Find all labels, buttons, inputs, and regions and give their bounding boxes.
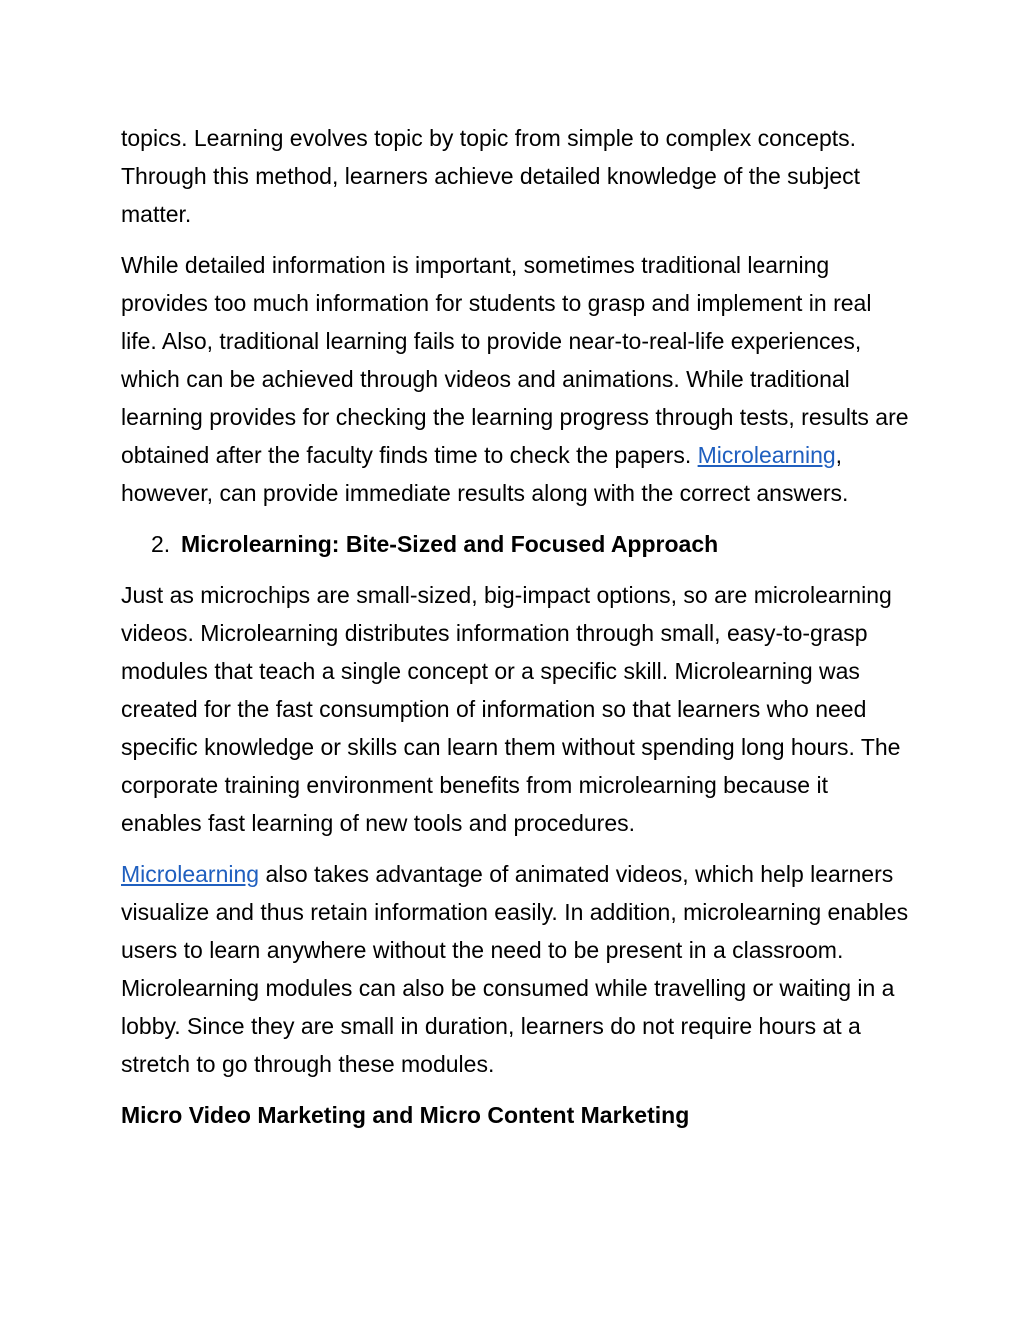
paragraph-traditional-intro: topics. Learning evolves topic by topic from simple to complex concepts. Through this method, learners achieve detailed knowledge of the subject matter.: [121, 125, 861, 227]
document-page: [121, 119, 911, 1134]
section-heading: Micro Video Marketing and Micro Content Marketing: [121, 1102, 690, 1128]
list-item-number: 2.: [151, 531, 171, 557]
paragraph-text: While detailed information is important, sometimes traditional learning provides too much information for students to grasp and implement in real life. Also, traditional learning fails to provide near-to-real-life experiences, which can be achieved through videos and animations. While traditional learning provides for checking the learning progress through tests, results are obtained after the faculty finds time to check the papers.: [121, 252, 909, 468]
paragraph-microlearning-benefits: [121, 855, 911, 1083]
paragraph-microlearning-definition: Just as microchips are small-sized, big-impact options, so are microlearning videos. Microlearning distributes information through small, easy-to-grasp modules that teach a single concept or a specific skill. Microlearning was created for the fast consumption of information so that learners who need specific knowledge or skills can learn them without spending long hours. The corporate training environment benefits from microlearning because it enables fast learning of new tools and procedures.: [121, 582, 901, 836]
paragraph-text: also takes advantage of animated videos, which help learners visualize and thus retain information easily. In addition, microlearning enables users to learn anywhere without the need to be present in a classroom. Microlearning modules can also be consumed while travelling or waiting in a lobby. Since they are small in duration, learners do not require hours at a stretch to go through these modules.: [121, 861, 909, 1077]
paragraph-text: , however, can provide immediate results along with the correct answers.: [121, 442, 849, 506]
list-item-heading: [121, 525, 911, 563]
list-item-title: Microlearning: Bite-Sized and Focused Approach: [181, 531, 719, 557]
paragraph-traditional-limits: [121, 246, 911, 512]
microlearning-link[interactable]: Microlearning: [121, 861, 260, 887]
microlearning-link[interactable]: Microlearning: [697, 442, 836, 468]
